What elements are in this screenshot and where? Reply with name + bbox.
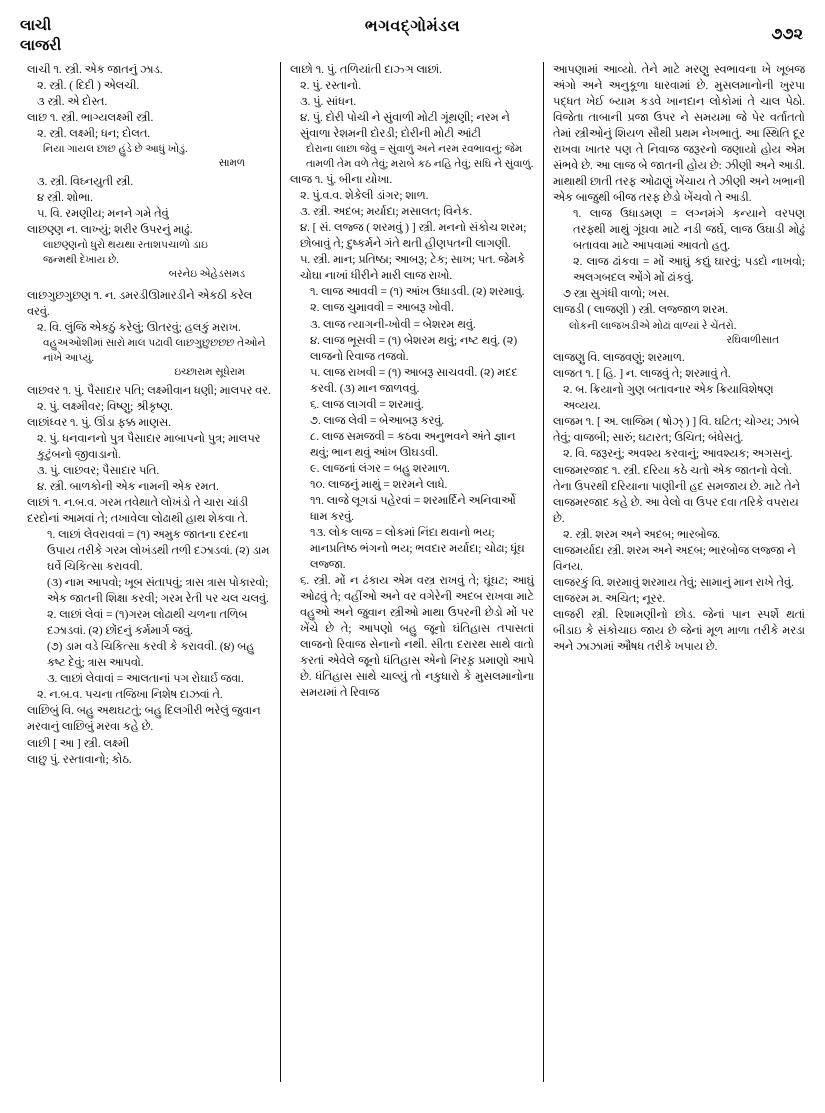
- sense-line: ૧૧. લાજે લૂગડાં પહેરવાં = શરમાર્દિને અનિવાર્ઓ ધામ કરવું.: [310, 494, 516, 523]
- entry-line: લાછ ૧. સ્ત્રી. ભાગ્યલક્ષ્મી સ્ત્રી.: [27, 112, 154, 125]
- sense-line: ૧૦. લાજનું માથું = શરમને લાધે.: [310, 478, 448, 491]
- entry-line: લાજણુ વિ. લાજવણું; શરમાળ.: [553, 352, 685, 365]
- sense-line: ૨. વિ. લુંજિ એકઠું કરેલું; ઊતરવું; હલકું મરાખ.: [37, 321, 241, 334]
- entry-line: લાજમરજાદ ૧. સ્ત્રી. દરિયા કઠે ચતો એક જાતનો વેલો. તેના ઉપરથી દરિયાના પાણીની હદ સમજાય છે. માટે તેને લાજમરજાદ કહે છે. આ વેલો વા ઉપર દવા તરિકે વપરાય છે.: [553, 464, 801, 525]
- citation-attribution: ઇચ્છારામ સૂધેરામ: [174, 367, 245, 379]
- entry-line: લાજરી સ્ત્રી. રિશામણીનો છોડ. જેનાં પાન સ્પર્શે થતાં બીડાઇ કે સંકોચાઇ જાય છે જેનાં મૂળ માળા તરીકે મરડા અને ઝાઝામાં ઔષધ તરીકે ખપાય છે.: [553, 608, 805, 653]
- quotation-line: લાછણ્ણનો ધુરો થયથા રતાશપચાળો ડાઇ: [43, 240, 208, 252]
- sense-line: ૫. વિ. રમણીય; મનને ગમે તેવું: [37, 208, 169, 221]
- entry-line: લાજત ૧. [ હિ. ] ન. લાજવું તે; શરમાવું તે.: [553, 368, 731, 381]
- entry-line: લાજડી ( લાજણી ) સ્ત્રી. લજ્જાળ શરમ.: [553, 304, 729, 317]
- sense-line: ૨. પું. લક્ષ્મીવર; વિષ્ણુ; શ્રીકૃષ્ણ.: [37, 400, 174, 413]
- sense-line: ૪ સ્ત્રી. શોભા.: [37, 191, 93, 204]
- entry-line: લાછાં ૧. ન.બ.વ. ગરમ તવેથાતે લોખંડો તે ચારા ચાંડી દરદોનાં આમવાં તે; તખાવેલા લોઢાથી હાથ શેકવા તે.: [27, 497, 249, 526]
- sense-line: ૪. સ્ત્રી. બાળકોની એક નામની એક રમત.: [37, 481, 219, 494]
- column-3: [544, 62, 807, 1082]
- sense-line: (૭) ડામ વડે ચિકિત્સા કરવી કે કરાવવી. (૪) બહુ કષ્ટ દેવું; ત્રાસ આપવો.: [47, 641, 255, 670]
- entry-line: લાચી ૧. સ્ત્રી. એક જાતનું ઝાડ.: [27, 64, 163, 76]
- page-number: ૭૭૨: [771, 26, 803, 43]
- entry-line: લાજરમ મ. અચિત; નૂરર.: [553, 592, 666, 605]
- sense-line: (૩) નામ આપવો; ખૂબ સંતાપવું; ત્રાસ ત્રાસ પોકારવો; એક જાતની શિક્ષા કરવી; ગરમ રેતી પર ચલ ચલવું.: [47, 577, 269, 606]
- text-columns: [18, 62, 807, 1082]
- sense-line: ૩. પું. સાંધન.: [300, 96, 357, 109]
- guideword-second: લાજરી: [20, 38, 62, 55]
- sense-line: ૩. સ્ત્રી. અદબ; મર્યાદા; મસાલત; વિનેક.: [300, 206, 473, 219]
- sense-line: ૩ સ્ત્રી. એ દોસ્ત.: [37, 96, 108, 109]
- sense-line: ૧૩. લોક લાજ = લોકમાં નિંદા થવાનો ભય; માનપ્રતિષ્ઠ ભંગનો ભય; ભવદાર મર્યાદા; ચોઢા; ધૂંઘ લજ્જા.: [310, 526, 525, 571]
- sense-line: ૬. સ્ત્રી. મોં ન ઢંકાય એમ વસ્ત્ર રાખવું તે; ઘૂંઘટ; આઘું ઓઢવું તે; વહીંઓ અને વર વગેરેની અદબ રાખવા માટે વહુઓ અને જુવાન સ્ત્રીઓ માથા ઉપરની છેડો મોં પર ખેંચે છે તે; આપણો બહુ જૂનો ઘંતિહાસ તપાસતાં લાજનો રિવાજ સેનાનો નથી. સીતા દરારથ સાથે વાતો કરતાં એવેલે જૂનો ધંતિહાસ એનો નિરફ઼ પ્રમાણો આપે છે. ધંતિહાસ સાથે ચાલ્યું તો નકુધારો કે મુસલમાનોના સમયમાં તે રિવાજ: [300, 575, 534, 700]
- sense-line: ૨. ન.બ.વ. પચના તજિખા નિશેષ દાઝવાં તે.: [37, 689, 223, 702]
- entry-line: લાજમર્યાદા સ્ત્રી. શરમ અને અદબ; ભારબોજ લજ્જા ને વિનય.: [553, 544, 796, 573]
- sense-line: ૨. બ. ક્રિયાનો ગુણ બતાવનાર એક ક્રિયાવિશેષણ અવ્યય.: [563, 384, 774, 413]
- entry-line: લાછી [ આ ] સ્ત્રી. લક્ષ્મી: [27, 737, 130, 750]
- entry-line: લાજમ ૧. [ અ. લાજિમ ( ષોઝ્ ) ] વિ. ઘટિત; ચોગ્ય; ઝાબે તેવું; વાજબી; સારું; ઘટારત; ઉચિત; બંધેસતું.: [553, 416, 800, 445]
- entry-line: લાછાંધ્વર ૧. પું. ઊંડા ફક્ક માણસ.: [27, 416, 172, 429]
- quotation-line: લોકની લાજખડીએ મોઢાં વાળ્યાં રે ચેંતરો.: [569, 320, 737, 332]
- entry-line: લાછિબું વિ. બહુ અથઘટતું; બહુ દિલગીરી ભરેલું જુવાન મરવાનું લાછિબું મરવા કહે છે.: [27, 705, 261, 734]
- sense-line: ૩. પું. લાછવર; પૈસાદાર પતિ.: [37, 464, 160, 477]
- sense-line: ૩. લાછાં લેવાવાં = આલતાનાં પગ રોઘાર્ઇ જવા.: [47, 673, 244, 686]
- quotation-line: દોરાના લાછા જેવું = સુંવાળું અને નરમ રવભાવનું; જેમ તામળી તેમ વળે તેવું; મરાબે કઠ નહિ તેવું; સઘિ ને સુંવાળું.: [306, 144, 534, 171]
- sense-line: ૨. લાજ ચુમાવવી = આબરૂ ખોવી.: [310, 302, 454, 315]
- quotation-line: જન્મથી દેખાય છે.: [43, 255, 119, 267]
- sense-line: ૪. લાજ ભૂસવી = (૧) બેશરમ થવું; નષ્ટ થવું. (૨) લાજનો રિવાજ તજવો.: [310, 334, 518, 363]
- sense-line: ૨. પું. રસ્તાનો.: [300, 80, 362, 93]
- page-header: [18, 16, 807, 60]
- entry-line: લાછુ પું. રસ્તાવાનો; કોઠ.: [27, 753, 132, 766]
- sense-line: ૪. પું. દોરી પોચી ને સુંવાળી મોટી ગૂંથણી; નરમ ને સુંવાળા રેશમની દોરડી; દોરીની મોટી આંટી: [300, 112, 510, 141]
- sense-line: ૬. લાજ લાગવી = શરમાવું.: [310, 398, 424, 411]
- entry-line: લાજરકું વિ. શરમાવું શરમાય તેવું; સામાનું માન રાખે તેવું.: [553, 576, 794, 589]
- citation-attribution: રઘિવાળીસાત: [726, 334, 779, 346]
- citation-attribution: સામળ: [218, 158, 245, 170]
- sense-line: ૨. પું. ધનવાનનો પુત્ર પૈસાદાર માબાપનો પુત્ર; માલપર કુટુંબનો જીવાડાનો.: [37, 432, 261, 461]
- entry-line: લાજ ૧. પું. બીના યોખા.: [290, 174, 393, 187]
- sense-line: ૨. સ્ત્રી. લક્ષ્મી; ધન; દોલત.: [37, 128, 151, 141]
- sense-line: ૨. વિ. જરૂરનું; અવશ્ય કરવાનું; આવશ્યક; અગસનું.: [563, 448, 793, 461]
- sense-line: ૨. લાછાં લેવાં = (૧)ગરમ લોઢાથી ચળના તળિબ દઝાડવાં. (૨) છોંદનું કર્મમાર્ગ જવું.: [47, 609, 248, 638]
- sense-line: ૧. લાજ આવવી = (૧) આંખ ઉધાડવી. (૨) શરમાવું.: [310, 286, 525, 299]
- sense-line: ૨. લાજ ઢાંકવા = મોં આઘું કદ્યું ઘારવું; પડદો નાખવો; અલગબદલ ઓંગે મોં ઢાંકવું.: [573, 256, 805, 285]
- entry-line: આપણામાં આવ્યો. તેને માટે મરણુ સ્વભાવના ખે ખૂબજ અંગો અને અનુકૂળા ધારવામાં છે. મુસલમાનોની ખુરપા પદ્ધત ખેઈ બ્યામ કડવે ખાનદાન લોકોમાં તે ચાલ પેઠો. વિજેતા તાબાની પ્રજા ઉપર ને સમયમા જે પેર વર્તાતતો તેમાં સ્ત્રીઓનું શિયળ સૌથી પ્રથમ નેખભાતું. આ સ્થિતિ દૂર રાખવા ખાતર પણ તે નિવાજ જરૂરનો જણાયો હોય એમ સંભવે છે. આ લાજ બે જાતની હોય છે: ઝીણી અને આડી. માથાથી છાતી તરફ ઓઢાણું ખેંચાય તે ઝીણી અને ખભાની એક બાજુથી બીજ તરફ છેડો ખેંચવો તે આડી.: [553, 64, 805, 205]
- quotation-line: વહુઅઓશીમાં સારો માલ પઢાવી લાછગુછુછછ્છ તેઓને નાંખે આપ્યું.: [43, 338, 266, 365]
- sense-line: ૧. લાછાં લેવરાવવાં = (૧) અમુક જાતના દરદના ઉપાય તરીકે ગરમ લોખંડથી તળી દઝાડવાં. (૨) ડામ ઘર્વે ચિકિત્સા કરાવવી.: [47, 529, 270, 574]
- entry-line: લાછવર ૧. પું. પૈસાદાર પતિ; લક્ષ્મીવાન ધણી; માલપર વર.: [27, 384, 271, 397]
- book-title: ભગવદ્ગોમંડલ: [364, 18, 461, 35]
- citation-attribution: બરનેઇ એહેડસમડ: [168, 269, 245, 281]
- sense-line: ૩. લાજ ત્યાગની-ખોવી = બેશરમ થવું.: [310, 318, 476, 331]
- entry-line: લાછગુછગુછણ ૧. ન. ડમરડીઊમારડીને એકઠી કરેલ વરવું.: [27, 289, 253, 318]
- sense-line: ૭ સ્ત્રા સુગંધી વાળો; ખસ.: [563, 288, 670, 301]
- sense-line: ૭. લાજ લેવી = બેઆબરૂ કરવું.: [310, 414, 445, 427]
- sense-line: ૮. લાજ સમજવી = કઠવા અનુભવને અંતે જ્ઞાન થવું; ભાન થવું આંખ ઊઘડવી.: [310, 430, 516, 459]
- sense-line: ૪. [ સં. લજ્જ ( શરમવું ) ] સ્ત્રી. મનનો સંકોચ શરમ; છોબાવું તે; દુષ્કર્મને ગંતે થતી હીણપતની લાગણી.: [300, 222, 527, 251]
- sense-line: ૯. લાજનાં લંગર = બહુ શરમાળ.: [310, 462, 450, 475]
- column-1: [18, 62, 281, 1082]
- sense-line: ૧. લાજ ઉધાડમણ = લગ્નમંગે કન્યાને વરપણ તરફ્થી માથું ગૂંઘવા માટે નડી જર્ઘ, લાજ ઉઘાડી મોઢું બતાવવા માટે આપવામાં આવતો હતુ.: [573, 208, 805, 253]
- column-2: [281, 62, 544, 1082]
- sense-line: ૫. સ્ત્રી. માન; પ્રતિષ્ઠા; આબરૂ; ટેક; સાખ; પત. જેમકે ચોઘા નાખાં ધીરીને મારી લાજ રાખો.: [300, 254, 525, 283]
- sense-line: ૩. સ્ત્રી. વિઘ્નયુતી સ્ત્રી.: [37, 175, 134, 188]
- guideword-first: લાચી: [20, 18, 52, 34]
- sense-line: ૨. પું.વ.વ. શેકેલી ડાંગર; શાળ.: [300, 190, 429, 203]
- quotation-line: નિયા ગાયલ છાછ હુંડે છે આધું ખોડું.: [43, 144, 188, 156]
- sense-line: ૨. સ્ત્રી. ( દિદી ) એલચી.: [37, 80, 140, 93]
- entry-line: લાછણ્ણ ન. લાખ્યું; શરીર ઉપરનું માઢું.: [27, 224, 193, 237]
- sense-line: ૨. સ્ત્રી. શરમ અને અદબ; ભારબોજ.: [563, 528, 721, 541]
- entry-line: લાછો ૧. પું. તળિયાંતી દાઝ્ઞ લાછાં.: [290, 64, 443, 76]
- sense-line: ૫. લાજ રાખવી = (૧) આબરૂ સાચવવી. (૨) મદદ કરવી. (૩) માન જાળવવું.: [310, 366, 518, 395]
